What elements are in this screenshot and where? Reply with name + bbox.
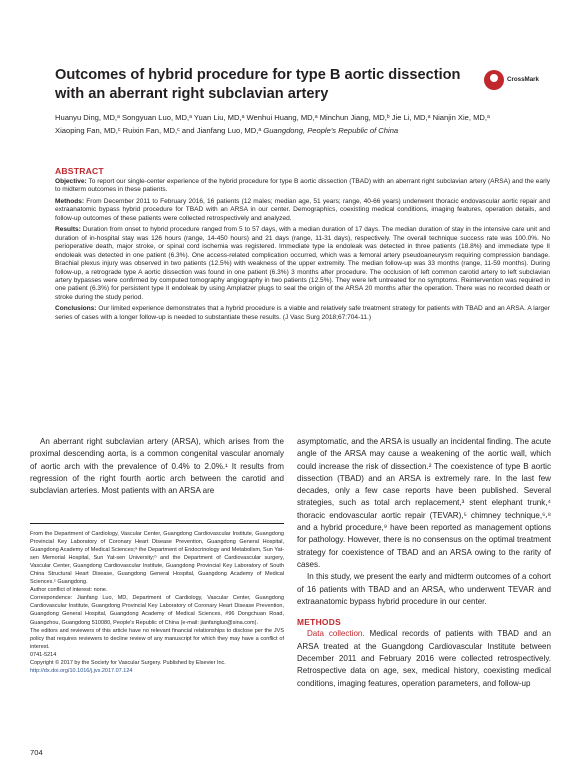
conclusions-text: Our limited experience demonstrates that a hybrid procedure is a viable and relatively safe treatment strategy for patients with TBAD and an ARSA. A larger series of cases with a longer follow-up is needed to substantiate these results. (J Vasc Surg 2018;67:704-11.) — [55, 305, 550, 321]
data-collection-text: Medical records of patients with TBAD and an ARSA treated at the Guangdong Cardiovascular Institute between December 2011 and February 2016 were collected retrospectively. Retrospective data on age, sex, medical history, coexisting medical conditions, imaging features, operation parameters, and follow-up — [297, 629, 551, 688]
correspondence-note: Correspondence: Jianfang Luo, MD, Department of Cardiology, Vascular Center, Guangdong Cardiovascular Institute, Guangdong Provincial Key Laboratory of Coronary Heart Disease Prevention, Guangdong General Hospital, Guangdong Academy of Medical Sciences, #96 Dongchuan Road, Guangzhou, Guangdong 510080, People's Republic of China (e-mail: jianfangluo@sina.com). — [30, 595, 284, 626]
intro-paragraph-1: An aberrant right subclavian artery (ARSA), which arises from the proximal descending aorta, is a common congenital vascular anomaly of aortic arch with the prevalence of 0.4% to 2.0%.¹ It results from regression of the right fourth aortic arch between the carotid and subclavian arteries. Most patients with an ARSA are — [30, 437, 284, 496]
objective-label: Objective: — [55, 178, 87, 185]
right-column — [297, 436, 551, 690]
article-title: Outcomes of hybrid procedure for type B aortic dissection with an aberrant right subclavian artery — [55, 67, 461, 102]
footnotes — [30, 530, 284, 675]
authors-country: Guangdong, People's Republic of China — [263, 125, 399, 135]
issn-note: 0741-5214 — [30, 651, 57, 658]
abstract-results — [55, 226, 550, 302]
crossmark-label: CrossMark — [507, 76, 539, 83]
results-label: Results: — [55, 226, 81, 234]
abstract-methods — [55, 198, 550, 223]
methods-label: Methods: — [55, 197, 85, 205]
data-collection-paragraph — [297, 628, 551, 689]
author-list — [55, 112, 495, 137]
crossmark-badge[interactable] — [484, 68, 548, 94]
conclusions-label: Conclusions: — [55, 305, 97, 313]
page-number: 704 — [30, 748, 43, 757]
left-column — [30, 436, 284, 497]
footnote-divider — [30, 523, 284, 524]
abstract-heading: ABSTRACT — [55, 166, 104, 176]
abstract-objective — [55, 178, 550, 195]
authors-names: Huanyu Ding, MD,ᵃ Songyuan Luo, MD,ᵃ Yuan Liu, MD,ᵃ Wenhui Huang, MD,ᵃ Minchun Jiang, MD,ᵇ Jie Li, MD,ᵃ Nianjin Xie, MD,ᵃ Xiaoping Fan, MD,ᶜ Ruixin Fan, MD,ᶜ and Jianfang Luo, MD,ᵃ — [55, 113, 490, 135]
conflict-note: Author conflict of interest: none. — [30, 587, 108, 594]
intro-paragraph-2: asymptomatic, and the ARSA is usually an incidental finding. The acute angle of the ARSA may cause a weakening of the aortic wall, which could increase the risk of dissection.² The coexistence of type B aortic dissection (TBAD) and an ARSA is extremely rare. In the last few decades, only a few case reports have been published. Several strategies, such as total arch replacement,³ stent elephant trunk,⁴ thoracic endovascular aortic repair (TEVAR),⁵ chimney technique,⁶⸴⁸ and a hybrid procedure,⁹ have been reported as management options for pathology. However, there is no consensus on the optimal treatment strategy for coexistence of TBAD and an ARSA owing to the rarity of cases. — [297, 437, 551, 569]
disclosure-note: The editors and reviewers of this article have no relevant financial relationships to disclose per the JVS policy that requires reviewers to decline review of any manuscript for which they may have a conflict of interest. — [30, 627, 284, 650]
intro-paragraph-3: In this study, we present the early and midterm outcomes of a cohort of 16 patients with TBAD and an ARSA, who underwent TEVAR and extraanatomic bypass hybrid procedure in our center. — [297, 572, 551, 606]
data-collection-label: Data collection. — [307, 629, 365, 639]
crossmark-icon — [484, 70, 504, 90]
objective-text: To report our single-center experience of the hybrid procedure for type B aortic dissection (TBAD) with an aberrant right subclavian artery (ARSA) and the early to midterm outcomes in these patients. — [55, 178, 550, 194]
abstract-conclusions — [55, 305, 550, 322]
affiliations-note: From the Department of Cardiology, Vascular Center, Guangdong Cardiovascular Institute, Guangdong Provincial Key Laboratory of Coronary Heart Disease Prevention, Guangdong General Hospital, Guangdong Academy of Medical Sciences;ᵃ the Department of Endocrinology and Metabolism, Sun Yat-sen Memorial Hospital, Sun Yat-sen University;ᵇ and the Department of Cardiovascular surgery, Vascular Center, Guangdong Cardiovascular Institute, Guangdong Provincial Key Laboratory of South China Structural Heart Disease, Guangdong General Hospital, Guangdong Academy of Medical Sciences.ᶜ Guangdong. — [30, 531, 284, 586]
abstract-section — [55, 166, 550, 325]
copyright-note: Copyright © 2017 by the Society for Vascular Surgery. Published by Elsevier Inc. — [30, 659, 226, 666]
doi-link[interactable]: http://dx.doi.org/10.1016/j.jvs.2017.07.124 — [30, 667, 133, 674]
methods-heading: METHODS — [297, 617, 341, 628]
results-text: Duration from onset to hybrid procedure ranged from 5 to 57 days, with a median duration of 17 days. The median duration of stay in the intensive care unit and duration of in-hospital stay was 126 hours (range, 14-450 hours) and 21 days (range, 11-31 days), respectively. The overall technique success rate was 100.0%. No perioperative death, major stroke, or spinal cord ischemia was registered. Immediate type Ia endoleak was detected in three patients (18.8%) and immediate type II endoleak was detected in one patient (6.3%). One access-related complication occurred, which was a femoral artery pseudoaneurysm requiring compression bandage. Brachial plexus injury was observed in two patients (12.5%) with weakness of the upper extremity. The median follow-up was 33 months (range, 11-59 months). During follow-up, a retrograde type A aortic dissection was found in one patient (6.3%) 3 months after procedure. The occlusion of left common carotid artery to left subclavian artery bypasses were confirmed by computed tomography angiography in two patients (12.5%). They were left untreated for no symptoms. Reintervention was required in one patient (6.3%) for persistent type II endoleak by using Amplatzer plugs to seal the origin of the ARSA 20 months after the operation. There was no recorded death or stroke during the study period. — [55, 226, 550, 301]
methods-text: From December 2011 to February 2016, 16 patients (12 males; median age, 51 years; range, 40-66 years) underwent thoracic endovascular aortic repair and extraanatomic bypass hybrid procedure for TBAD with an ARSA in our center. Demographics, coexisting medical conditions, imaging features, operation details, and follow-up outcomes of these patients were collected retrospectively and analyzed. — [55, 197, 550, 222]
